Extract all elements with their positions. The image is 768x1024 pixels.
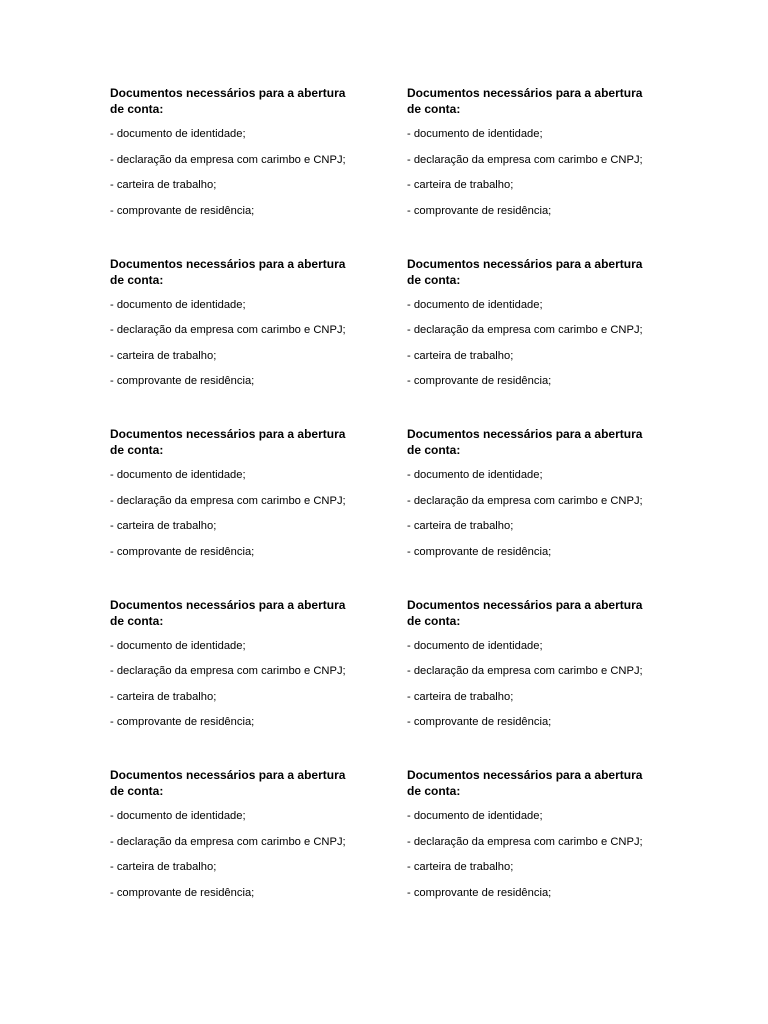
label-block — [110, 85, 407, 256]
label-item: - declaração da empresa com carimbo e CNPJ; — [110, 153, 346, 166]
label-item: - documento de identidade; — [110, 298, 246, 311]
label-item: - carteira de trabalho; — [110, 520, 217, 533]
label-item: - declaração da empresa com carimbo e CNPJ; — [407, 665, 643, 678]
label-item: - documento de identidade; — [407, 128, 543, 140]
label-item: - comprovante de residência; — [407, 716, 552, 729]
label-item: - declaração da empresa com carimbo e CNPJ; — [110, 665, 346, 678]
label-item: - comprovante de residência; — [407, 886, 552, 899]
label-item: - documento de identidade; — [407, 469, 543, 481]
label-block — [110, 256, 407, 427]
label-item: - carteira de trabalho; — [407, 179, 514, 192]
label-item: - declaração da empresa com carimbo e CNPJ; — [407, 153, 643, 166]
label-title: Documentos necessários para a abertura de conta: — [110, 768, 346, 798]
label-item: - carteira de trabalho; — [110, 349, 217, 362]
label-item: - carteira de trabalho; — [110, 690, 217, 703]
label-title: Documentos necessários para a abertura de conta: — [407, 256, 643, 287]
label-item: - documento de identidade; — [407, 639, 543, 652]
label-block — [407, 426, 670, 597]
label-title: Documentos necessários para a abertura de conta: — [110, 86, 346, 116]
label-item: - carteira de trabalho; — [407, 520, 514, 533]
label-item: - comprovante de residência; — [110, 886, 255, 899]
label-title: Documentos necessários para a abertura de conta: — [407, 597, 643, 628]
label-item: - carteira de trabalho; — [407, 690, 514, 703]
label-item: - carteira de trabalho; — [110, 179, 217, 192]
label-block — [407, 597, 670, 768]
label-item: - documento de identidade; — [110, 810, 246, 822]
label-item: - declaração da empresa com carimbo e CNPJ; — [407, 494, 643, 507]
label-title: Documentos necessários para a abertura de conta: — [407, 768, 643, 798]
label-item: - documento de identidade; — [407, 810, 543, 822]
label-item: - documento de identidade; — [110, 128, 246, 140]
label-block — [110, 597, 407, 768]
label-item: - declaração da empresa com carimbo e CNPJ; — [407, 835, 643, 848]
label-item: - declaração da empresa com carimbo e CNPJ; — [407, 324, 643, 337]
label-item: - comprovante de residência; — [407, 375, 552, 388]
label-item: - comprovante de residência; — [110, 716, 255, 729]
label-block — [110, 426, 407, 597]
label-block — [407, 256, 670, 427]
label-item: - carteira de trabalho; — [407, 861, 514, 874]
label-title: Documentos necessários para a abertura de conta: — [407, 427, 643, 457]
label-item: - comprovante de residência; — [407, 545, 552, 558]
label-item: - documento de identidade; — [110, 469, 246, 481]
label-item: - comprovante de residência; — [110, 545, 255, 558]
label-block — [110, 767, 407, 938]
label-grid — [110, 85, 670, 938]
label-item: - declaração da empresa com carimbo e CNPJ; — [110, 494, 346, 507]
label-title: Documentos necessários para a abertura de conta: — [110, 597, 346, 628]
label-title: Documentos necessários para a abertura de conta: — [110, 427, 346, 457]
label-item: - comprovante de residência; — [407, 204, 552, 217]
label-item: - comprovante de residência; — [110, 375, 255, 388]
label-title: Documentos necessários para a abertura de conta: — [407, 86, 643, 116]
label-item: - documento de identidade; — [110, 639, 246, 652]
label-item: - declaração da empresa com carimbo e CNPJ; — [110, 835, 346, 848]
label-item: - carteira de trabalho; — [407, 349, 514, 362]
label-item: - documento de identidade; — [407, 298, 543, 311]
label-block — [407, 85, 670, 256]
label-block — [407, 767, 670, 938]
label-item: - carteira de trabalho; — [110, 861, 217, 874]
label-item: - comprovante de residência; — [110, 204, 255, 217]
label-item: - declaração da empresa com carimbo e CNPJ; — [110, 324, 346, 337]
label-title: Documentos necessários para a abertura de conta: — [110, 256, 346, 287]
